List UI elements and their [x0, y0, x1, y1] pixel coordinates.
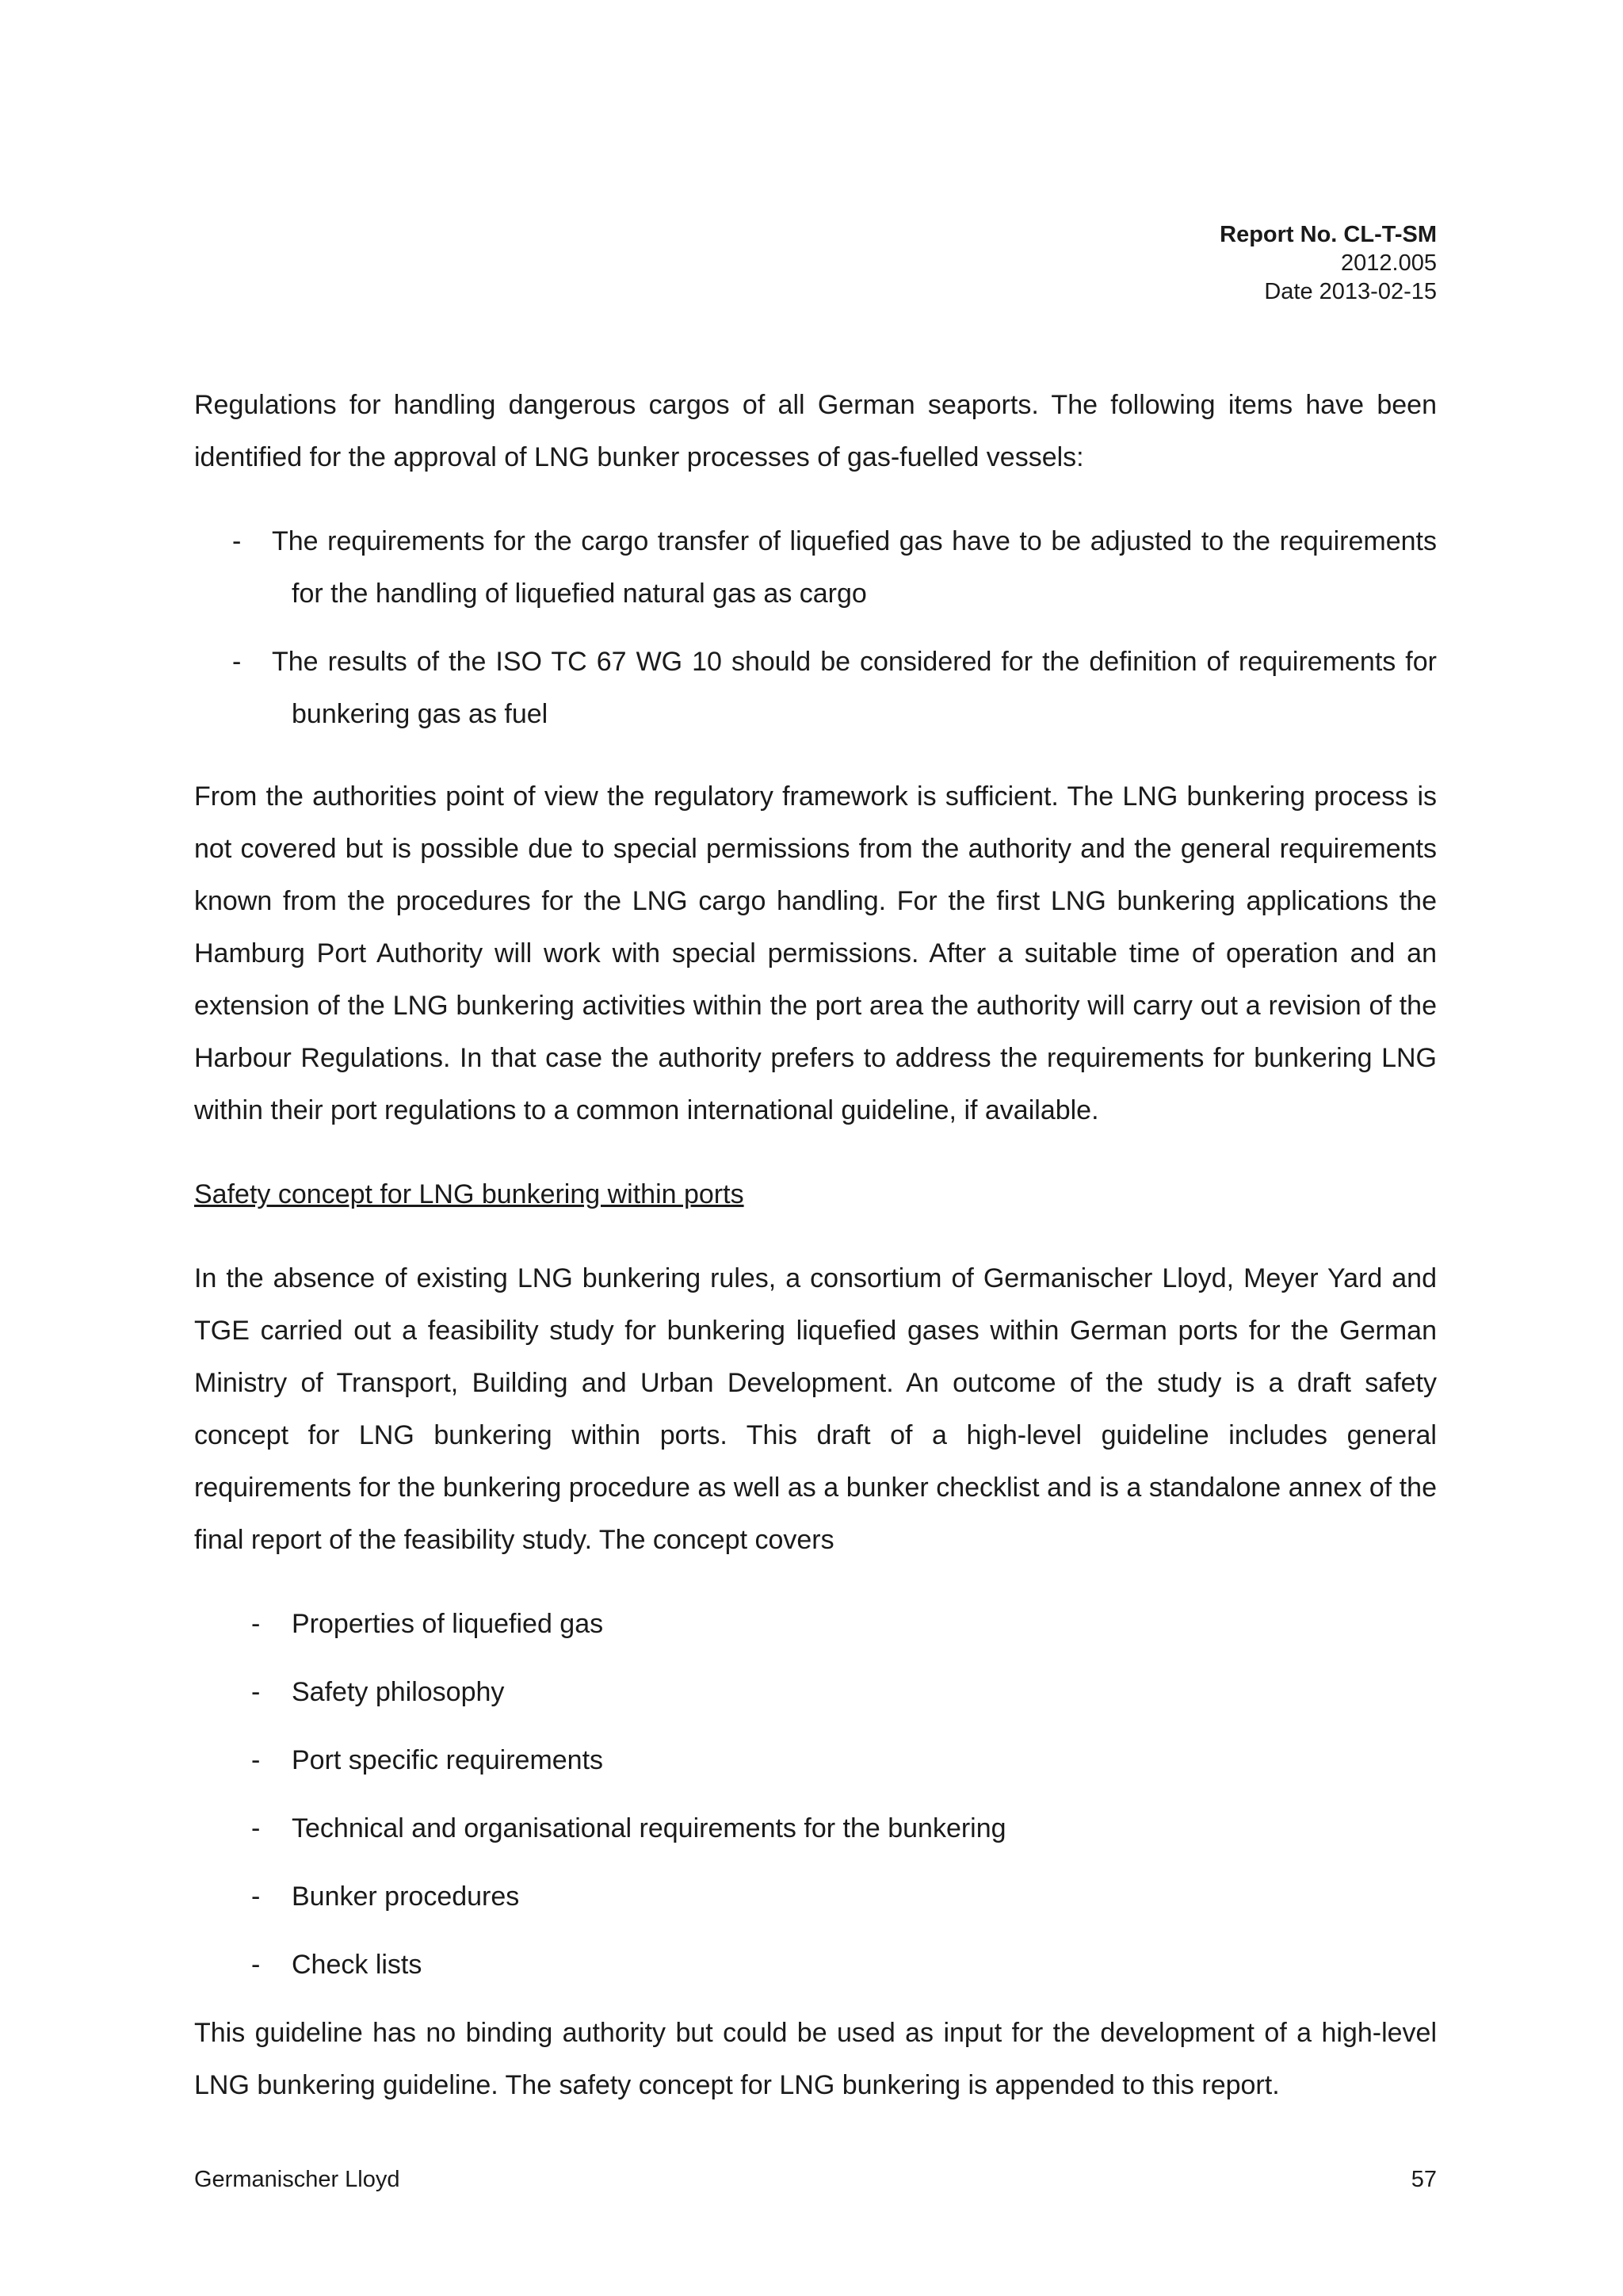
document-body — [194, 379, 1437, 2111]
consortium-paragraph: In the absence of existing LNG bunkering rules, a consortium of Germanischer Lloyd, Meyer Yard and TGE carried out a feasibility study for bunkering liquefied gases within German ports for the German Ministry of Transport, Building and Urban Development. An outcome of the study is a draft safety concept for LNG bunkering within ports. This draft of a high-level guideline includes general requirements for the bunkering procedure as well as a bunker checklist and is a standalone annex of the final report of the feasibility study. The concept covers — [194, 1263, 1437, 1555]
list-dash: - — [232, 526, 242, 556]
list-item — [194, 1666, 1437, 1718]
list-item — [194, 1598, 1437, 1650]
list-dash: - — [251, 1813, 261, 1843]
list-dash: - — [251, 1950, 261, 1980]
list-item-text: Port specific requirements — [292, 1745, 604, 1775]
closing-paragraph: This guideline has no binding authority but could be used as input for the development of a high-level LNG bunkering guideline. The safety concept for LNG bunkering is appended to this report. — [194, 2018, 1437, 2100]
list-item — [194, 636, 1437, 740]
list-item — [194, 1734, 1437, 1786]
list-item — [194, 1802, 1437, 1855]
section-heading: Safety concept for LNG bunkering within ports — [194, 1179, 744, 1209]
intro-paragraph: Regulations for handling dangerous cargos of all German seaports. The following items have been identified for the approval of LNG bunker processes of gas-fuelled vessels: — [194, 390, 1437, 472]
report-number: Report No. CL-T-SM — [1220, 222, 1437, 247]
list-item-text: The requirements for the cargo transfer of liquefied gas have to be adjusted to the requirements for the handling of liquefied natural gas as cargo — [272, 526, 1437, 609]
list-item-text: Technical and organisational requirements for the bunkering — [292, 1813, 1006, 1843]
list-item-text: Properties of liquefied gas — [292, 1609, 604, 1639]
approval-items-list — [194, 515, 1437, 740]
list-item — [194, 1939, 1437, 1991]
page-number: 57 — [1411, 2167, 1437, 2192]
list-dash: - — [251, 1609, 261, 1639]
report-date: Date 2013-02-15 — [1264, 279, 1437, 304]
list-item — [194, 515, 1437, 620]
list-dash: - — [232, 647, 242, 677]
list-item-text: Safety philosophy — [292, 1677, 505, 1707]
authority-paragraph: From the authorities point of view the regulatory framework is sufficient. The LNG bunkering process is not covered but is possible due to special permissions from the authority and the general requirements known from the procedures for the LNG cargo handling. For the first LNG bunkering applications the Hamburg Port Authority will work with special permissions. After a suitable time of operation and an extension of the LNG bunkering activities within the port area the authority will carry out a revision of the Harbour Regulations. In that case the authority prefers to address the requirements for bunkering LNG within their port regulations to a common international guideline, if available. — [194, 781, 1437, 1125]
report-number-suffix: 2012.005 — [1341, 250, 1437, 276]
concept-topics-list — [194, 1598, 1437, 1991]
list-item-text: The results of the ISO TC 67 WG 10 should be considered for the definition of requirements for bunkering gas as fuel — [272, 647, 1437, 729]
list-dash: - — [251, 1677, 261, 1707]
list-item-text: Bunker procedures — [292, 1881, 520, 1912]
report-header — [882, 220, 1437, 306]
list-item-text: Check lists — [292, 1950, 422, 1980]
list-dash: - — [251, 1881, 261, 1912]
list-dash: - — [251, 1745, 261, 1775]
list-item — [194, 1870, 1437, 1923]
footer-organization: Germanischer Lloyd — [194, 2167, 400, 2192]
